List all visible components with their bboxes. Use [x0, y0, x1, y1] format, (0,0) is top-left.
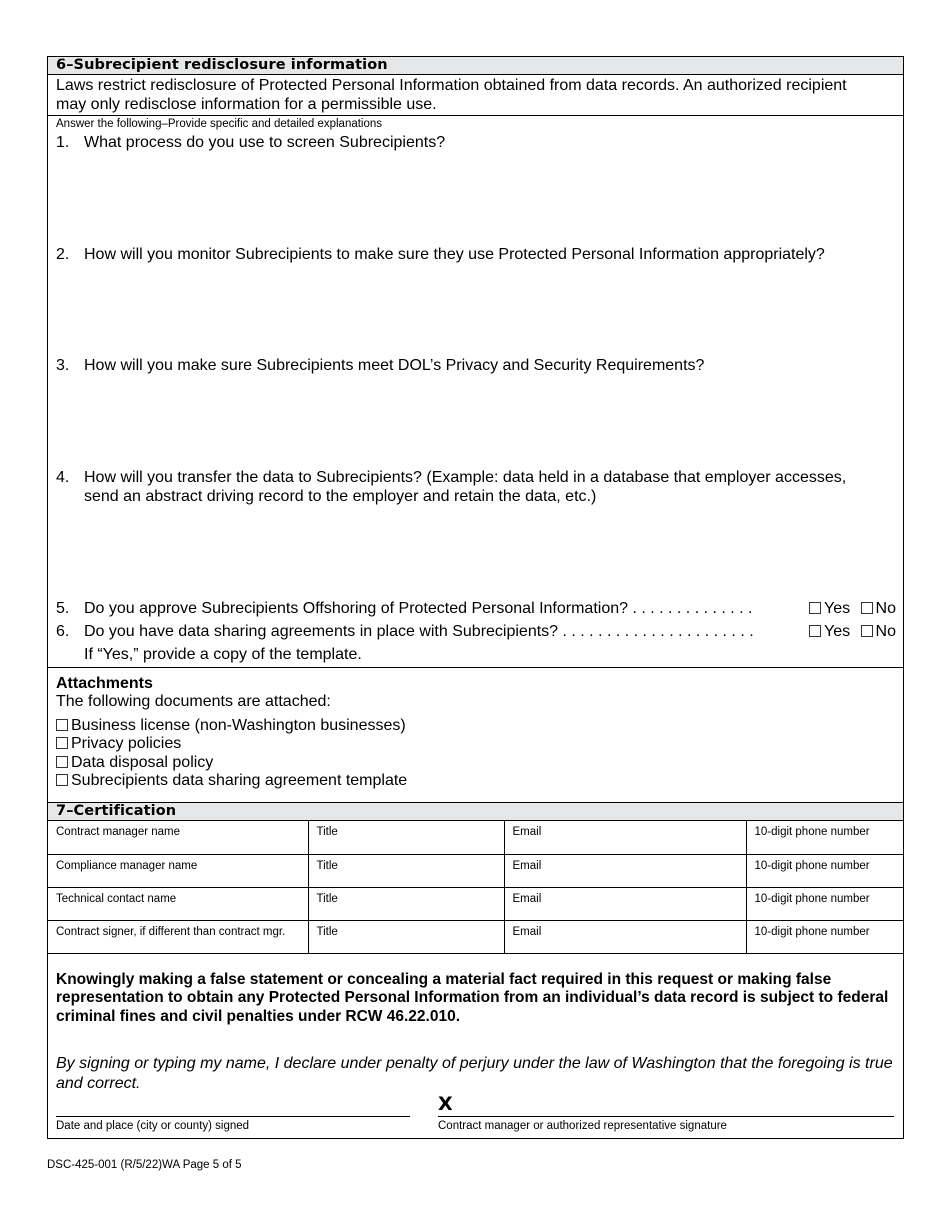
table-row: [48, 920, 903, 953]
form-footer: DSC-425-001 (R/5/22)WA Page 5 of 5: [47, 1159, 242, 1171]
yes-checkbox[interactable]: [809, 625, 821, 637]
no-checkbox[interactable]: [861, 602, 873, 614]
yes-checkbox[interactable]: [809, 602, 821, 614]
table-row: [48, 854, 903, 887]
question-number: 1.: [56, 134, 70, 151]
signature-field[interactable]: [458, 1094, 894, 1116]
perjury-declaration: By signing or typing my name, I declare under penalty of perjury under the law of Washington that the foregoing is true and correct.: [56, 1054, 893, 1092]
attachment-checkbox[interactable]: [56, 756, 68, 768]
attachment-checkbox[interactable]: [56, 737, 68, 749]
date-place-label: Date and place (city or county) signed: [56, 1119, 250, 1132]
attachment-item: [56, 734, 181, 753]
table-row: [48, 821, 903, 854]
email-field[interactable]: Email: [504, 920, 746, 953]
questions-block: [48, 116, 903, 668]
title-field[interactable]: Title: [308, 854, 504, 887]
attachment-item: [56, 716, 406, 735]
section-7-header: 7–Certification: [48, 803, 903, 821]
certification-table: [48, 821, 903, 954]
compliance-manager-name-field[interactable]: Compliance manager name: [48, 854, 308, 887]
question-text: How will you make sure Subrecipients meet DOL’s Privacy and Security Requirements?: [84, 357, 705, 374]
false-statement-warning: Knowingly making a false statement or concealing a material fact required in this request or making false representation to obtain any Protected Personal Information from an individual’s data record is subject to federal criminal fines and civil penalties under RCW 46.22.010.: [56, 970, 889, 1025]
attachment-item: [56, 753, 213, 772]
email-field[interactable]: Email: [504, 821, 746, 854]
email-field[interactable]: Email: [504, 887, 746, 920]
no-label: No: [875, 600, 896, 617]
no-checkbox[interactable]: [861, 625, 873, 637]
date-place-field[interactable]: [56, 1094, 410, 1116]
table-row: [48, 887, 903, 920]
attachment-label: Subrecipients data sharing agreement template: [71, 772, 408, 789]
question-text: What process do you use to screen Subrecipients?: [84, 134, 446, 151]
title-field[interactable]: Title: [308, 821, 504, 854]
question-number: 2.: [56, 246, 70, 263]
answer-field-1[interactable]: [56, 156, 896, 244]
question-number: 5.: [56, 600, 70, 617]
declaration-block: [48, 954, 903, 1138]
email-field[interactable]: Email: [504, 854, 746, 887]
phone-field[interactable]: 10-digit phone number: [746, 887, 903, 920]
attachments-title: Attachments: [56, 675, 153, 692]
signature-x-mark: X: [438, 1092, 453, 1115]
question-number: 3.: [56, 357, 70, 374]
title-field[interactable]: Title: [308, 887, 504, 920]
title-field[interactable]: Title: [308, 920, 504, 953]
yes-no-options: [809, 599, 896, 618]
question-text: How will you transfer the data to Subrecipients? (Example: data held in a database that employer accesses,: [84, 469, 847, 486]
yes-no-options: [809, 622, 896, 641]
date-place-line: [56, 1116, 410, 1117]
phone-field[interactable]: 10-digit phone number: [746, 854, 903, 887]
yes-label: Yes: [823, 623, 851, 640]
question-text: How will you monitor Subrecipients to make sure they use Protected Personal Information appropriately?: [84, 246, 825, 263]
question-text-cont: send an abstract driving record to the employer and retain the data, etc.): [84, 488, 597, 505]
contract-signer-name-field[interactable]: Contract signer, if different than contract mgr.: [48, 920, 308, 953]
attachment-item: [56, 771, 407, 790]
form-page: [47, 56, 904, 1139]
contract-manager-name-field[interactable]: Contract manager name: [48, 821, 308, 854]
question-5: [56, 599, 896, 618]
attachment-label: Business license (non-Washington businesses): [71, 717, 406, 734]
question-number: 4.: [56, 469, 70, 486]
phone-field[interactable]: 10-digit phone number: [746, 821, 903, 854]
intro-line-1: Laws restrict redisclosure of Protected Personal Information obtained from data records. An authorized recipient: [56, 77, 847, 94]
attachment-label: Data disposal policy: [71, 754, 214, 771]
question-text: Do you approve Subrecipients Offshoring of Protected Personal Information? . . . . . . . . . . . . . .: [84, 600, 753, 617]
attachments-subtitle: The following documents are attached:: [56, 693, 331, 710]
no-label: No: [875, 623, 896, 640]
answer-field-4[interactable]: [56, 510, 896, 595]
instructions: Answer the following–Provide specific and detailed explanations: [56, 118, 383, 130]
attachment-checkbox[interactable]: [56, 719, 68, 731]
technical-contact-name-field[interactable]: Technical contact name: [48, 887, 308, 920]
yes-label: Yes: [823, 600, 851, 617]
attachment-label: Privacy policies: [71, 735, 182, 752]
question-note-text: If “Yes,” provide a copy of the template.: [84, 646, 362, 663]
section-6-intro: [48, 75, 903, 116]
question-6: [56, 622, 896, 641]
attachment-checkbox[interactable]: [56, 774, 68, 786]
question-text: Do you have data sharing agreements in place with Subrecipients? . . . . . . . . . . . . . . . . . . . . . .: [84, 623, 754, 640]
signature-label: Contract manager or authorized representative signature: [438, 1119, 727, 1132]
question-number: 6.: [56, 623, 70, 640]
phone-field[interactable]: 10-digit phone number: [746, 920, 903, 953]
attachments-section: [48, 668, 903, 803]
signature-line: [438, 1116, 894, 1117]
section-6-header: 6–Subrecipient redisclosure information: [48, 57, 903, 75]
answer-field-2[interactable]: [56, 268, 896, 354]
answer-field-3[interactable]: [56, 379, 896, 465]
intro-line-2: may only redisclose information for a permissible use.: [56, 96, 437, 113]
